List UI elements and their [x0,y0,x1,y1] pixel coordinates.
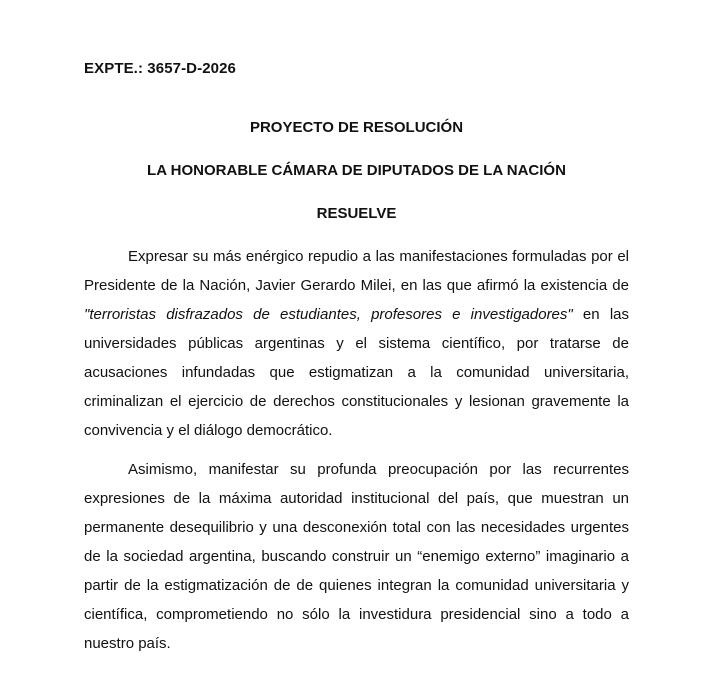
chamber-heading: LA HONORABLE CÁMARA DE DIPUTADOS DE LA NACIÓN [147,162,566,179]
quoted-statement: "terroristas disfrazados de estudiantes, profesores e investigadores" [84,306,573,323]
resolution-paragraph-1 [84,242,629,445]
paragraph-1-text-start: Expresar su más enérgico repudio a las manifestaciones formuladas por el Presidente de la Nación, Javier Gerardo Milei, en las que afirmó la existencia de [84,248,629,294]
expediente-number: EXPTE.: 3657-D-2026 [84,60,236,77]
document-title: PROYECTO DE RESOLUCIÓN [249,119,464,136]
paragraph-1-text-end: en las universidades públicas argentinas y el sistema científico, por tratarse de acusaciones infundadas que estigmatizan a la comunidad universitaria, criminalizan el ejercicio de derechos constitucionales y lesionan gravemente la convivencia y el diálogo democrático. [84,306,629,439]
resolves-heading: RESUELVE [316,205,397,222]
resolution-paragraph-2: Asimismo, manifestar su profunda preocupación por las recurrentes expresiones de la máxima autoridad institucional del país, que muestran un permanente desequilibrio y una desconexión total con las necesidades urgentes de la sociedad argentina, buscando construir un “enemigo externo” imaginario a partir de la estigmatización de de quienes integran la comunidad universitaria y científica, comprometiendo no sólo la investidura presidencial sino a todo a nuestro país. [84,461,629,652]
